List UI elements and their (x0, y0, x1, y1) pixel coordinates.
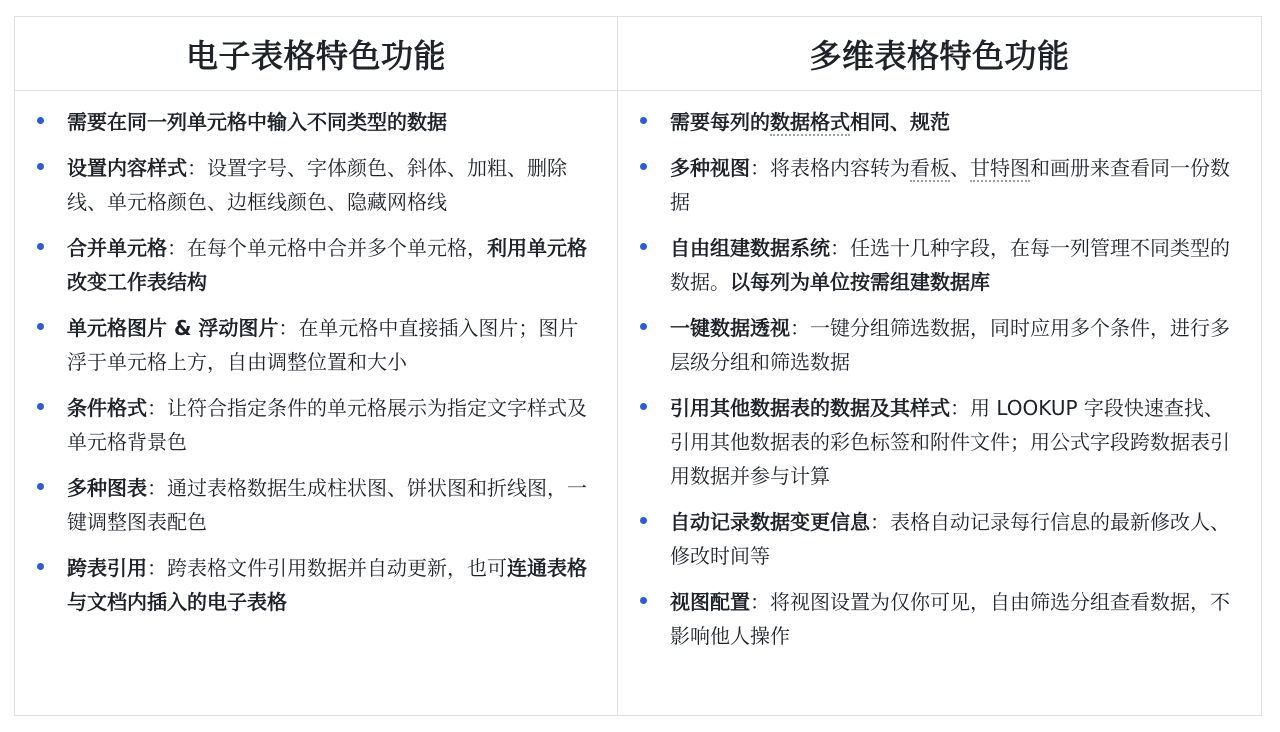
feature-description: ：任选十几种字段，在每一列管理不同类型的数据。 (670, 236, 1230, 294)
feature-description: ：一键分组筛选数据，同时应用多个条件，进行多层级分组和筛选数据 (670, 316, 1230, 374)
feature-heading: 相同、规范 (850, 110, 950, 134)
feature-description: ：通过表格数据生成柱状图、饼状图和折线图，一键调整图表配色 (67, 476, 587, 534)
feature-heading: 多种图表 (67, 476, 147, 500)
feature-description: ：设置字号、字体颜色、斜体、加粗、删除线、单元格颜色、边框线颜色、隐藏网格线 (67, 156, 567, 214)
bullet-icon (640, 403, 647, 410)
feature-item (37, 105, 593, 139)
feature-heading: 以每列为单位按需组建数据库 (730, 270, 990, 294)
feature-item (640, 105, 1237, 139)
feature-item (37, 471, 593, 539)
feature-item (37, 311, 593, 379)
right-feature-cell (618, 91, 1261, 715)
feature-item (640, 151, 1237, 219)
feature-heading: 引用其他数据表的数据及其样式 (670, 396, 950, 420)
feature-description: ：让符合指定条件的单元格展示为指定文字样式及单元格背景色 (67, 396, 587, 454)
feature-description: ：表格自动记录每行信息的最新修改人、修改时间等 (670, 510, 1230, 568)
feature-heading: 自动记录数据变更信息 (670, 510, 870, 534)
feature-description: ：跨表格文件引用数据并自动更新，也可 (147, 556, 507, 580)
bullet-icon (37, 117, 44, 124)
feature-item (640, 311, 1237, 379)
bullet-icon (37, 483, 44, 490)
feature-description: ：将表格内容转为 (750, 156, 910, 180)
bullet-icon (37, 403, 44, 410)
feature-heading: 一键数据透视 (670, 316, 790, 340)
right-column-title: 多维表格特色功能 (618, 17, 1261, 91)
feature-heading: 需要每列的 (670, 110, 770, 134)
feature-description: ：用 LOOKUP 字段快速查找、引用其他数据表的彩色标签和附件文件；用公式字段跨数据表引用数据并参与计算 (670, 396, 1230, 488)
feature-heading: 视图配置 (670, 590, 750, 614)
bullet-icon (37, 563, 44, 570)
feature-heading: 多种视图 (670, 156, 750, 180)
feature-description: 看板 (910, 156, 950, 180)
feature-item (640, 231, 1237, 299)
feature-description: 、 (950, 156, 970, 180)
feature-item (37, 391, 593, 459)
bullet-icon (640, 117, 647, 124)
feature-item (37, 551, 593, 619)
feature-item (640, 505, 1237, 573)
feature-item (640, 585, 1237, 653)
bullet-icon (640, 323, 647, 330)
feature-heading: 自由组建数据系统 (670, 236, 830, 260)
feature-heading: 连通表格与文档内插入的电子表格 (67, 556, 587, 614)
feature-heading: 单元格图片 & 浮动图片 (67, 316, 279, 340)
bullet-icon (37, 163, 44, 170)
feature-heading: 数据格式 (770, 110, 850, 134)
bullet-icon (640, 163, 647, 170)
feature-heading: 设置内容样式 (67, 156, 187, 180)
bullet-icon (640, 243, 647, 250)
feature-description: ：将视图设置为仅你可见，自由筛选分组查看数据，不影响他人操作 (670, 590, 1230, 648)
feature-heading: 合并单元格 (67, 236, 167, 260)
bullet-icon (640, 517, 647, 524)
feature-heading: 利用单元格改变工作表结构 (67, 236, 587, 294)
bullet-icon (37, 243, 44, 250)
feature-description: 和画册来查看同一份数据 (670, 156, 1230, 214)
right-feature-list (640, 105, 1237, 653)
left-column-title: 电子表格特色功能 (15, 17, 618, 91)
feature-item (37, 151, 593, 219)
feature-heading: 需要在同一列单元格中输入不同类型的数据 (67, 110, 447, 134)
feature-item (37, 231, 593, 299)
feature-description: ：在每个单元格中合并多个单元格， (167, 236, 487, 260)
bullet-icon (640, 597, 647, 604)
bullet-icon (37, 323, 44, 330)
feature-item (640, 391, 1237, 493)
left-feature-list (37, 105, 593, 619)
comparison-table (14, 16, 1262, 716)
feature-description: ：在单元格中直接插入图片；图片浮于单元格上方，自由调整位置和大小 (67, 316, 579, 374)
left-feature-cell (15, 91, 618, 715)
feature-description: 甘特图 (970, 156, 1030, 180)
feature-heading: 跨表引用 (67, 556, 147, 580)
feature-heading: 条件格式 (67, 396, 147, 420)
